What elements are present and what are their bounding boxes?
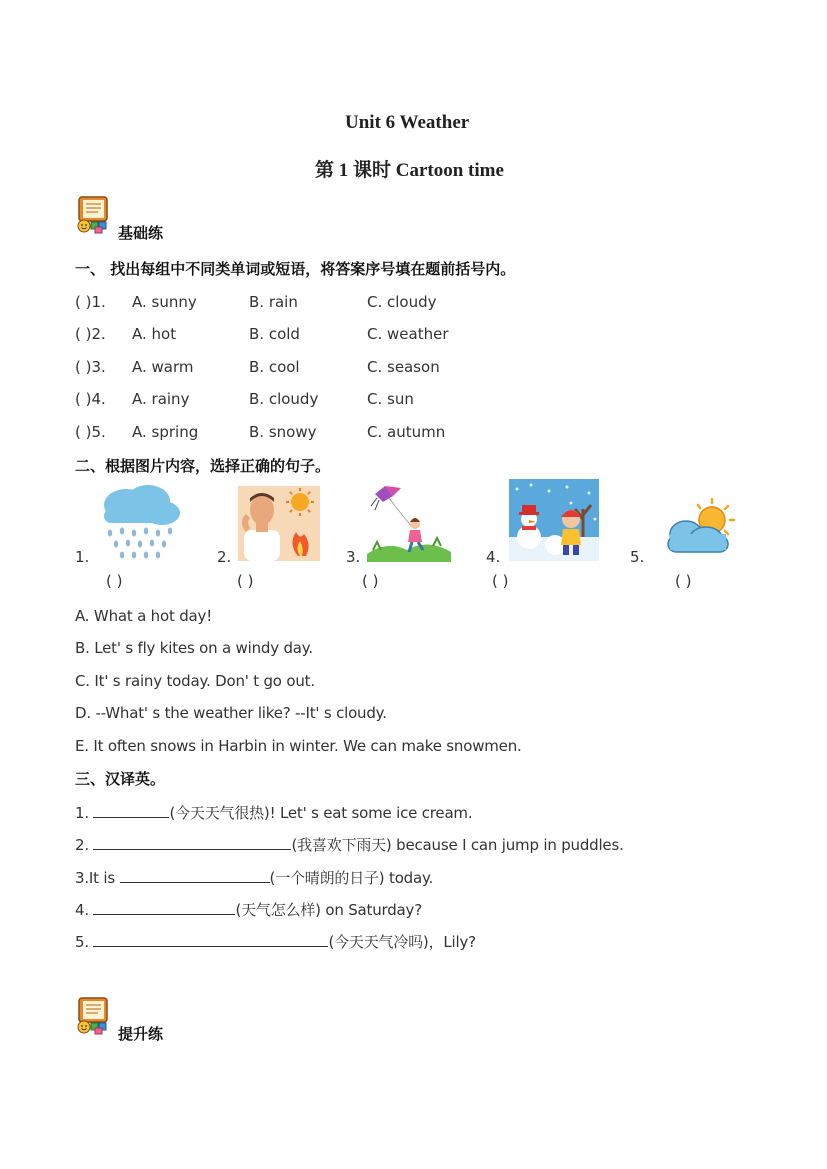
option-c: C. season — [367, 358, 440, 376]
translation-item — [75, 899, 422, 920]
picture-number: 1. — [75, 548, 90, 566]
option-a: A. rainy — [132, 390, 190, 408]
option-b: B. rain — [249, 293, 298, 311]
rain-cloud-icon — [96, 483, 182, 563]
option-a: A. warm — [132, 358, 194, 376]
list-item — [75, 325, 475, 345]
notebook-icon — [76, 196, 110, 234]
item-suffix: (一个晴朗的日子) today. — [269, 869, 434, 887]
question-number: ( )1. — [75, 293, 106, 311]
list-item — [75, 293, 475, 313]
translation-item — [75, 867, 433, 888]
page-title: Unit 6 Weather — [345, 112, 470, 133]
picture-number: 4. — [486, 548, 501, 566]
option-c: C. weather — [367, 325, 449, 343]
option-b: B. cool — [249, 358, 300, 376]
option-sentence: D. --What' s the weather like? --It' s cloudy. — [75, 704, 387, 722]
answer-line[interactable] — [93, 802, 169, 818]
item-prefix: 4. — [75, 901, 94, 919]
hot-sun-man-icon — [238, 486, 320, 561]
question-number: ( )5. — [75, 423, 106, 441]
option-b: B. cold — [249, 325, 300, 343]
section-basic-label: 基础练 — [118, 224, 164, 242]
list-item — [75, 423, 475, 443]
item-prefix: 2. — [75, 836, 94, 854]
question-number: ( )4. — [75, 390, 106, 408]
answer-line[interactable] — [120, 867, 270, 883]
item-suffix: (我喜欢下雨天) because I can jump in puddles. — [291, 836, 624, 854]
question-number: ( )2. — [75, 325, 106, 343]
page-subtitle: 第 1 课时 Cartoon time — [315, 160, 504, 181]
option-sentence: C. It' s rainy today. Don' t go out. — [75, 672, 315, 690]
list-item — [75, 390, 475, 410]
option-sentence: B. Let' s fly kites on a windy day. — [75, 639, 313, 657]
option-a: A. spring — [132, 423, 199, 441]
notebook-icon — [76, 997, 110, 1035]
question-number: ( )3. — [75, 358, 106, 376]
item-prefix: 3.It is — [75, 869, 120, 887]
answer-blank[interactable]: ( ) — [492, 572, 509, 590]
translation-item — [75, 802, 472, 823]
part3-heading: 三、汉译英。 — [75, 770, 166, 788]
answer-blank[interactable]: ( ) — [675, 572, 692, 590]
option-b: B. snowy — [249, 423, 317, 441]
translation-item — [75, 834, 624, 855]
kite-girl-icon — [367, 484, 451, 562]
item-suffix: (天气怎么样) on Saturday? — [235, 901, 422, 919]
picture-number: 2. — [217, 548, 232, 566]
picture-number: 3. — [346, 548, 361, 566]
answer-blank[interactable]: ( ) — [237, 572, 254, 590]
option-c: C. cloudy — [367, 293, 437, 311]
item-prefix: 1. — [75, 804, 94, 822]
option-a: A. hot — [132, 325, 177, 343]
option-sentence: E. It often snows in Harbin in winter. We can make snowmen. — [75, 737, 522, 755]
option-a: A. sunny — [132, 293, 197, 311]
answer-line[interactable] — [93, 899, 235, 915]
answer-line[interactable] — [93, 834, 291, 850]
answer-blank[interactable]: ( ) — [362, 572, 379, 590]
option-sentence: A. What a hot day! — [75, 607, 213, 625]
picture-number: 5. — [630, 548, 645, 566]
option-c: C. sun — [367, 390, 414, 408]
part1-heading: 一、 找出每组中不同类单词或短语，将答案序号填在题前括号内。 — [75, 260, 516, 278]
part2-heading: 二、根据图片内容，选择正确的句子。 — [75, 457, 331, 475]
translation-item — [75, 931, 476, 952]
item-suffix: (今天天气冷吗)，Lily? — [328, 933, 476, 951]
item-prefix: 5. — [75, 933, 94, 951]
list-item — [75, 358, 475, 378]
sun-cloud-icon — [660, 496, 740, 558]
answer-blank[interactable]: ( ) — [106, 572, 123, 590]
option-c: C. autumn — [367, 423, 446, 441]
section-advanced-label: 提升练 — [118, 1025, 164, 1043]
answer-line[interactable] — [93, 931, 328, 947]
snowman-icon — [509, 479, 599, 561]
option-b: B. cloudy — [249, 390, 319, 408]
item-suffix: (今天天气很热)! Let' s eat some ice cream. — [169, 804, 473, 822]
